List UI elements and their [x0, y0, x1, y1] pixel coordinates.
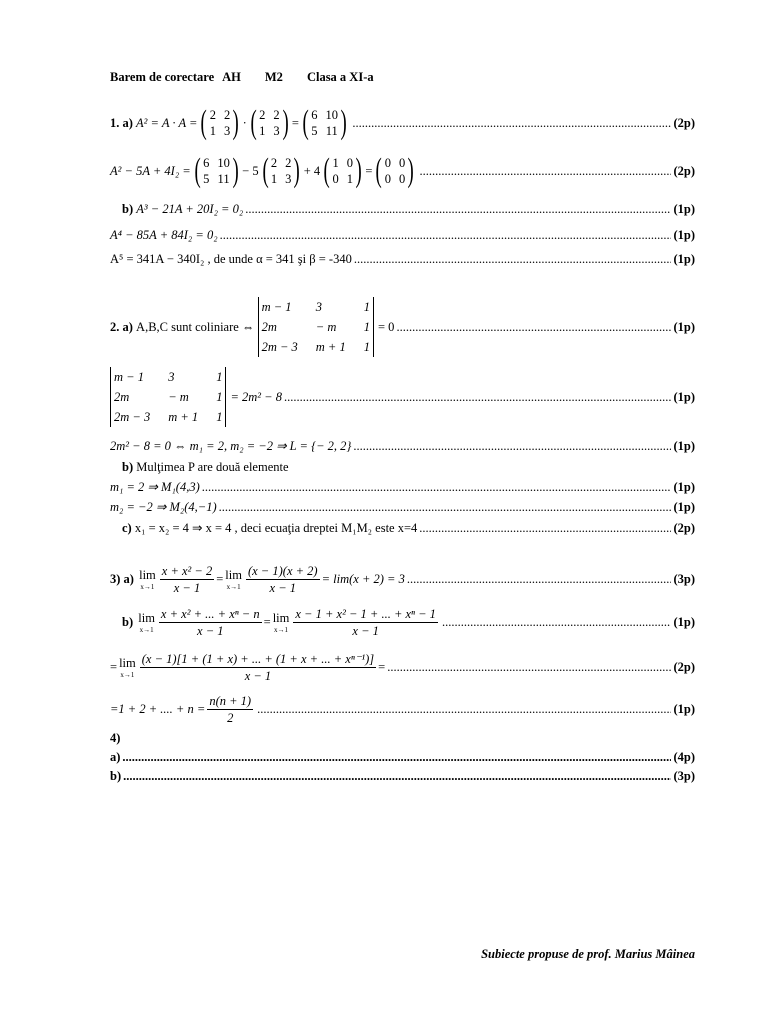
- subpoint-label: b): [122, 460, 134, 474]
- math-expression: 2m² − 8 = 0 ⇔ m₁ = 2, m₂ = −2 ⇒ L = {− 2, 2}: [110, 439, 352, 453]
- problem-2b-statement: [110, 460, 695, 475]
- header-group: AH: [222, 70, 241, 84]
- dot-leader: [220, 228, 672, 243]
- dot-leader: [407, 572, 672, 587]
- points: (1p): [673, 438, 695, 453]
- dot-leader: [257, 702, 671, 717]
- header-profile: M2: [264, 70, 283, 84]
- points: (2p): [673, 163, 695, 178]
- problem-2c-line: [110, 520, 695, 536]
- matrix-identity: ( 1 0 0 1 ): [323, 152, 362, 189]
- problem-2b-line-1: [110, 479, 695, 495]
- dot-leader: [122, 750, 671, 765]
- math-expression: A² − 5A + 4I₂ =: [110, 163, 191, 178]
- problem-2a-line-3: [110, 438, 695, 454]
- header-title: Barem de corectare: [110, 70, 215, 84]
- dot-leader: [123, 769, 671, 784]
- problem-3b-line-3: [110, 690, 695, 728]
- determinant: m − 1 3 1 2m − m 1 2m − 3 m + 1 1: [110, 367, 226, 427]
- subpoint-label: b): [110, 769, 122, 783]
- points: (1p): [673, 499, 695, 514]
- math-expression: A⁴ − 85A + 84I₂ = 0₂: [110, 228, 218, 242]
- problem-2a-line-1: [110, 296, 695, 358]
- problem-4b-line: [110, 769, 695, 784]
- problem-4a-line: [110, 750, 695, 765]
- problem-number: 4): [110, 731, 121, 745]
- dot-leader: [419, 521, 671, 536]
- math-expression: m₂ = −2 ⇒ M₂(4,−1): [110, 500, 217, 514]
- math-expression: A³ − 21A + 20I₂ = 0₂: [136, 202, 244, 216]
- problem-3a-line: 3) a) lim x→1 $\frac{\text{x + x² − 2}}{x - 1}$ = lim x→1 $\frac{(x - 1)(x + 2)}{x - 1}$ = lim(x + 2) = 3 ..... (3p): [110, 560, 695, 598]
- problem-number: 2.: [110, 319, 120, 334]
- determinant: m − 1 3 1 2m − m 1 2m − 3 m + 1 1: [258, 297, 374, 357]
- math-expression: = lim(x + 2) = 3: [321, 571, 405, 586]
- fraction: $\frac{\text{(x − 1)[1 + (1 + x) + ... + (1 + x + ... + xⁿ⁻¹)]}}{x - 1}$: [141, 651, 375, 683]
- fraction: $\frac{\text{x + x² − 2}}{x - 1}$: [161, 563, 213, 595]
- subpoint-label: a): [122, 319, 133, 334]
- dot-leader: [420, 164, 672, 179]
- header-class: Clasa a XI-a: [306, 70, 374, 84]
- points: (3p): [673, 571, 695, 586]
- problem-number: 1.: [110, 115, 120, 130]
- limit-operator: lim x→1: [225, 567, 242, 591]
- points: (4p): [673, 750, 695, 764]
- math-expression: = 2m² − 8: [230, 389, 282, 404]
- limit-operator: lim x→1: [272, 610, 290, 634]
- points: (1p): [673, 479, 695, 494]
- math-expression: x₁ = x₂ = 4 ⇒ x = 4 , deci ecuaţia dreptei M₁M₂ este x=4: [134, 521, 418, 535]
- points: (1p): [673, 389, 695, 404]
- dot-leader: [353, 439, 671, 454]
- subpoint-label: a): [110, 750, 121, 764]
- matrix-a-squared: ( 6 10 5 11 ): [302, 104, 347, 141]
- author-footer: Subiecte propuse de prof. Marius Mâinea: [481, 947, 695, 961]
- problem-3b-line-1: b) lim x→1 $\frac{\text{x + x² + ... + xⁿ − n}}{x - 1}$ = lim x→1 $\frac{\text{x − 1 + x² − 1 + ... + xⁿ − 1}}{x - 1}$ ..... (1p): [110, 603, 695, 641]
- math-expression: = 0: [378, 319, 395, 334]
- problem-number: 3): [110, 571, 121, 586]
- problem-1a-line-1: 1. a) A² = A · A = ( 2 2 1 3 ) · ( 2 2 1 3 ) = ( 6 10 5 11 ) ..... (2p): [110, 103, 695, 143]
- statement-text: Mulţimea P are două elemente: [136, 460, 289, 474]
- points: (1p): [673, 319, 695, 334]
- problem-4-number: [110, 731, 695, 746]
- fraction: $\frac{\text{x − 1 + x² − 1 + ... + xⁿ − 1}}{x - 1}$: [295, 606, 436, 638]
- points: (2p): [673, 659, 695, 674]
- points: (2p): [673, 520, 695, 535]
- limit-operator: lim x→1: [139, 567, 156, 591]
- problem-2b-line-2: [110, 499, 695, 515]
- dot-leader: [284, 390, 672, 405]
- matrix-a: ( 2 2 1 3 ): [250, 104, 289, 141]
- dot-leader: [352, 116, 671, 131]
- subpoint-label: b): [122, 614, 134, 629]
- points: (3p): [673, 769, 695, 783]
- problem-1b-line-3: [110, 252, 695, 267]
- problem-1b-line-2: [110, 228, 695, 243]
- math-expression: =1 + 2 + .... + n =: [110, 701, 206, 716]
- matrix-zero: ( 0 0 0 0 ): [375, 152, 414, 189]
- problem-1a-line-2: A² − 5A + 4I₂ = ( 6 10 5 11 ) − 5 ( 2 2 1 3 ) + 4 ( 1 0 0 1 ) = ( 0 0 0 0 ) ..... (2p): [110, 151, 695, 191]
- matrix-a-squared: ( 6 10 5 11 ): [194, 152, 239, 189]
- points: (1p): [673, 252, 695, 266]
- dot-leader: [354, 252, 672, 267]
- fraction: $\frac{(x - 1)(x + 2)}{x - 1}$: [247, 563, 318, 595]
- math-expression: m₁ = 2 ⇒ M₁(4,3): [110, 480, 200, 494]
- subpoint-label: a): [123, 571, 134, 586]
- points: (1p): [673, 614, 695, 629]
- points: (1p): [673, 202, 695, 216]
- matrix-a: ( 2 2 1 3 ): [200, 104, 240, 141]
- points: (1p): [673, 228, 695, 242]
- subpoint-label: a): [122, 115, 133, 130]
- dot-leader: [442, 615, 672, 630]
- fraction: $\frac{\text{x + x² + ... + xⁿ − n}}{x - 1}$: [160, 606, 260, 638]
- math-expression: A⁵ = 341A − 340I₂ , de unde α = 341 şi β = -340: [110, 252, 352, 266]
- limit-operator: lim x→1: [138, 610, 155, 634]
- document-header: [110, 70, 695, 85]
- problem-3b-line-2: = lim x→1 $\frac{\text{(x − 1)[1 + (1 + x) + ... + (1 + x + ... + xⁿ⁻¹)]}}{x - 1}$ = ..... (2p): [110, 647, 695, 687]
- dot-leader: [387, 660, 671, 675]
- math-expression: A² = A · A =: [136, 115, 198, 130]
- fraction: $\frac{n(n + 1)}{2}$: [209, 693, 252, 725]
- problem-1b-line-1: [110, 202, 695, 217]
- dot-leader: [245, 202, 671, 217]
- statement-text: A,B,C sunt coliniare ⇔: [136, 319, 255, 334]
- dot-leader: [396, 320, 671, 335]
- points: (2p): [673, 115, 695, 130]
- dot-leader: [202, 480, 672, 495]
- limit-operator: lim x→1: [119, 655, 136, 679]
- subpoint-label: b): [122, 202, 134, 216]
- points: (1p): [673, 701, 695, 716]
- dot-leader: [219, 500, 672, 515]
- problem-2a-line-2: [110, 366, 695, 428]
- subpoint-label: c): [122, 520, 132, 535]
- matrix-a: ( 2 2 1 3 ): [262, 152, 301, 189]
